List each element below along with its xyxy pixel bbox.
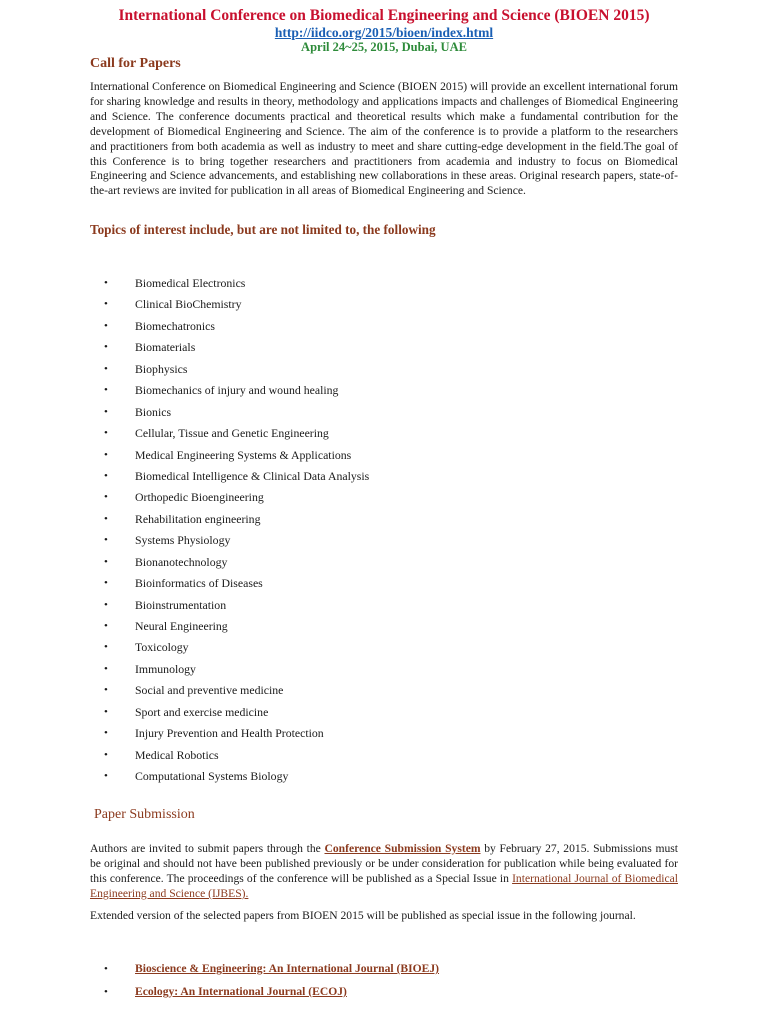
bullet-icon: • bbox=[104, 727, 108, 740]
list-item bbox=[0, 681, 369, 702]
bullet-icon: • bbox=[104, 427, 108, 440]
list-item bbox=[0, 317, 369, 338]
topic-label: Injury Prevention and Health Protection bbox=[135, 726, 324, 741]
topic-label: Biomechanics of injury and wound healing bbox=[135, 383, 339, 398]
list-item bbox=[0, 467, 369, 488]
topic-label: Biophysics bbox=[135, 361, 188, 376]
ijbes-journal-link[interactable]: International Journal of Biomedical Engineering and Science (IJBES). bbox=[90, 872, 678, 900]
list-item bbox=[0, 660, 369, 681]
bullet-icon: • bbox=[104, 491, 108, 504]
topics-list bbox=[0, 274, 369, 789]
topic-label: Toxicology bbox=[135, 640, 189, 655]
topic-label: Bionics bbox=[135, 404, 172, 419]
bullet-icon: • bbox=[104, 298, 108, 311]
bullet-icon: • bbox=[104, 341, 108, 354]
topic-label: Computational Systems Biology bbox=[135, 769, 289, 784]
list-item bbox=[0, 510, 369, 531]
journal-item bbox=[0, 983, 439, 1006]
topic-label: Biomaterials bbox=[135, 340, 196, 355]
topic-label: Biomedical Electronics bbox=[135, 276, 246, 290]
topic-label: Bioinformatics of Diseases bbox=[135, 576, 263, 591]
list-item bbox=[0, 617, 369, 638]
list-item bbox=[0, 596, 369, 617]
bullet-icon: • bbox=[104, 986, 108, 998]
call-for-papers-heading: Call for Papers bbox=[90, 56, 181, 71]
bullet-icon: • bbox=[104, 598, 108, 611]
journal-item bbox=[0, 960, 439, 983]
list-item bbox=[0, 553, 369, 574]
list-item bbox=[0, 703, 369, 724]
bullet-icon: • bbox=[104, 534, 108, 547]
bullet-icon: • bbox=[104, 277, 108, 289]
topic-label: Systems Physiology bbox=[135, 533, 231, 548]
conference-submission-system-link[interactable]: Conference Submission System bbox=[324, 842, 481, 855]
list-item bbox=[0, 446, 369, 467]
list-item bbox=[0, 488, 369, 509]
bullet-icon: • bbox=[104, 577, 108, 590]
list-item bbox=[0, 424, 369, 445]
topic-label: Bioinstrumentation bbox=[135, 597, 227, 612]
topic-label: Social and preventive medicine bbox=[135, 683, 284, 698]
topic-label: Bionanotechnology bbox=[135, 554, 228, 569]
list-item bbox=[0, 724, 369, 745]
bullet-icon: • bbox=[104, 641, 108, 654]
topic-label: Medical Robotics bbox=[135, 747, 219, 762]
submission-text-2: by February 27, 2015. Submissions must be original and should not have been published previously or be under consideration for publication while being evaluated for this conference. The proceedings of the conference will be published as a Special Issue in bbox=[90, 842, 678, 885]
paper-submission-heading: Paper Submission bbox=[94, 807, 195, 822]
list-item bbox=[0, 338, 369, 359]
journal-link[interactable]: Bioscience & Engineering: An International Journal (BIOEJ) bbox=[135, 962, 440, 975]
call-for-papers-body: International Conference on Biomedical Engineering and Science (BIOEN 2015) will provide an excellent international forum for sharing knowledge and results in theory, methodology and applications impacts and challenges of Biomedical Engineering and Science. The conference documents practical and theoretical results which make a fundamental contribution for the development of Biomedical Engineering and Science. The aim of the conference is to provide a platform to the researchers and practitioners from both academia as well as industry to meet and share cutting-edge development in the field.The goal of this Conference is to bring together researchers and practitioners from academia and industry to focus on Biomedical Engineering and Science advancements, and establishing new collaborations in these areas. Original research papers, state-of-the-art reviews are invited for publication in all areas of Biomedical Engineering and Science. bbox=[90, 80, 678, 198]
topic-label: Biomechatronics bbox=[135, 318, 215, 333]
bullet-icon: • bbox=[104, 705, 108, 718]
journals-list bbox=[0, 960, 439, 1006]
topic-label: Orthopedic Bioengineering bbox=[135, 490, 264, 505]
bullet-icon: • bbox=[104, 469, 108, 482]
bullet-icon: • bbox=[104, 512, 108, 525]
bullet-icon: • bbox=[104, 555, 108, 568]
topic-label: Neural Engineering bbox=[135, 619, 228, 633]
bullet-icon: • bbox=[104, 405, 108, 418]
bullet-icon: • bbox=[104, 662, 108, 675]
list-item bbox=[0, 746, 369, 767]
list-item bbox=[0, 274, 369, 295]
list-item bbox=[0, 531, 369, 552]
topic-label: Immunology bbox=[135, 661, 196, 676]
submission-text-1: Authors are invited to submit papers through the bbox=[90, 842, 325, 855]
conference-dates: April 24~25, 2015, Dubai, UAE bbox=[301, 40, 467, 54]
list-item bbox=[0, 360, 369, 381]
bullet-icon: • bbox=[104, 362, 108, 375]
topic-label: Clinical BioChemistry bbox=[135, 297, 242, 312]
list-item bbox=[0, 574, 369, 595]
list-item bbox=[0, 767, 369, 788]
list-item bbox=[0, 295, 369, 316]
bullet-icon: • bbox=[104, 748, 108, 761]
list-item bbox=[0, 381, 369, 402]
topic-label: Sport and exercise medicine bbox=[135, 704, 269, 719]
topic-label: Cellular, Tissue and Genetic Engineering bbox=[135, 426, 329, 441]
bullet-icon: • bbox=[104, 384, 108, 397]
bullet-icon: • bbox=[104, 684, 108, 697]
bullet-icon: • bbox=[104, 319, 108, 332]
bullet-icon: • bbox=[104, 448, 108, 461]
extended-version-text: Extended version of the selected papers from BIOEN 2015 will be published as special issue in the following journal. bbox=[90, 909, 636, 922]
bullet-icon: • bbox=[104, 770, 108, 783]
journal-link[interactable]: Ecology: An International Journal (ECOJ) bbox=[135, 985, 347, 998]
topic-label: Biomedical Intelligence & Clinical Data Analysis bbox=[135, 468, 370, 483]
bullet-icon: • bbox=[104, 963, 108, 975]
topics-heading: Topics of interest include, but are not limited to, the following bbox=[90, 222, 436, 237]
topic-label: Medical Engineering Systems & Applications bbox=[135, 447, 352, 462]
topic-label: Rehabilitation engineering bbox=[135, 511, 261, 526]
conference-url-link[interactable]: http://iidco.org/2015/bioen/index.html bbox=[274, 25, 494, 40]
conference-title: International Conference on Biomedical Engineering and Science (BIOEN 2015) bbox=[118, 7, 650, 24]
bullet-icon: • bbox=[104, 620, 108, 632]
list-item bbox=[0, 403, 369, 424]
paper-submission-body bbox=[90, 841, 678, 901]
list-item bbox=[0, 638, 369, 659]
